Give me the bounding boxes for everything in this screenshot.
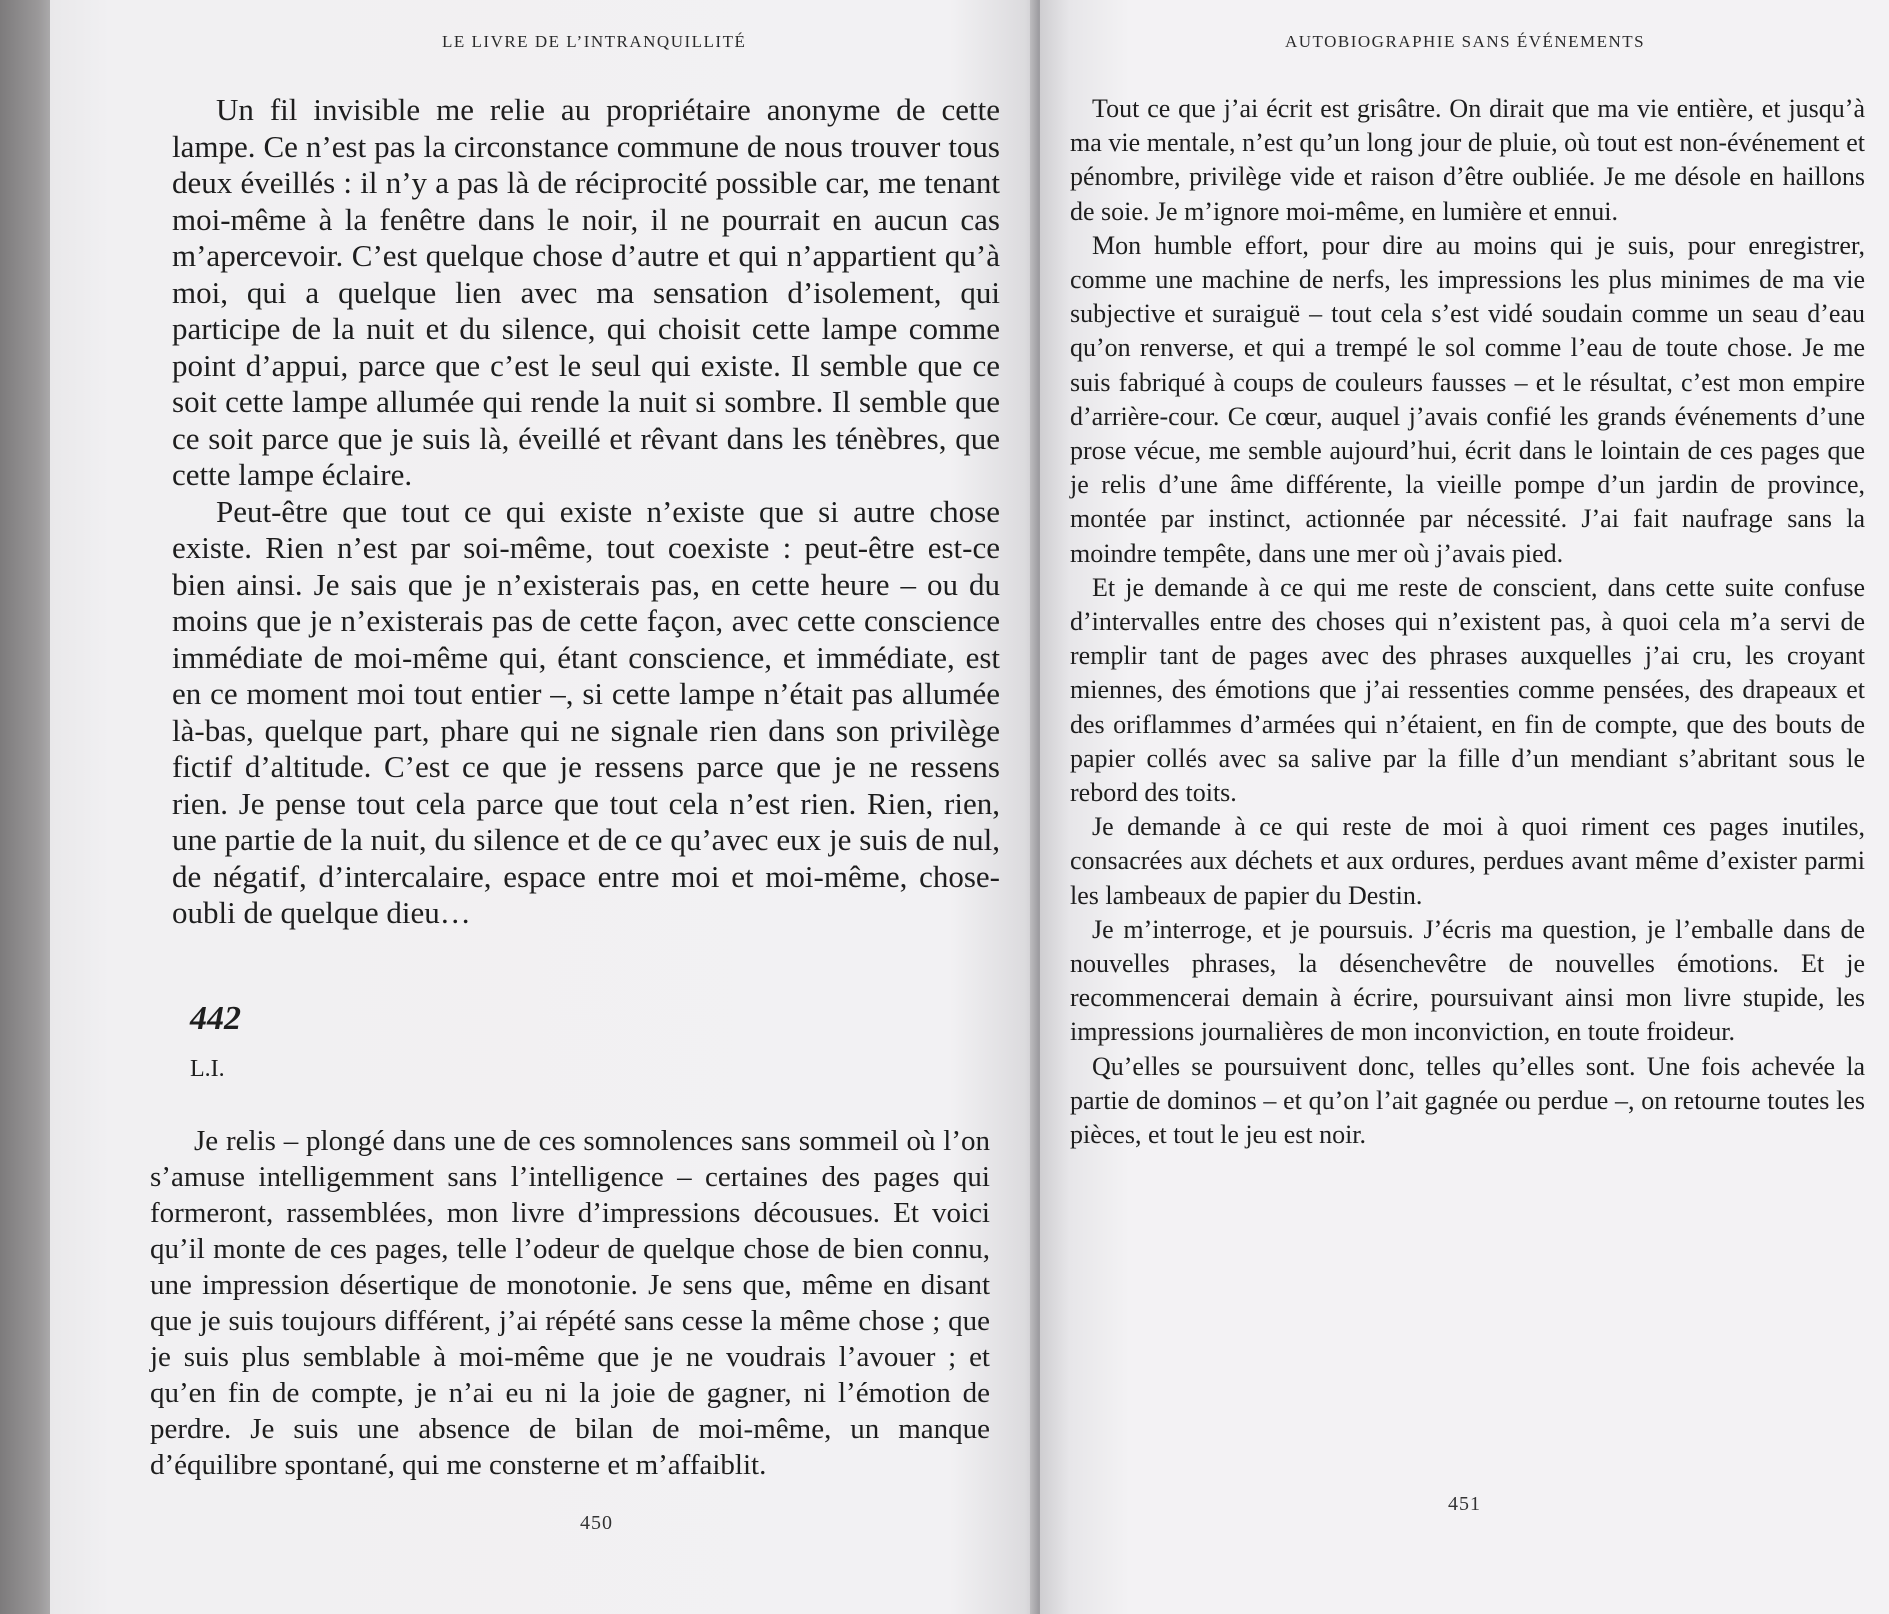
left-top-section bbox=[142, 92, 1000, 932]
right-running-head: AUTOBIOGRAPHIE SANS ÉVÉNEMENTS bbox=[1285, 32, 1646, 51]
right-page bbox=[1040, 0, 1889, 1614]
right-paragraph-4: Je demande à ce qui reste de moi à quoi riment ces pages inutiles, consacrées aux déchets et aux ordures, perdues avant même d’exister parmi les lambeaux de papier du Destin. bbox=[1070, 812, 1865, 910]
left-bottom-text bbox=[150, 1123, 990, 1483]
left-bottom-section bbox=[142, 1123, 1000, 1483]
section-number: 442 bbox=[190, 999, 241, 1037]
left-page bbox=[50, 0, 1038, 1614]
left-running-head: LE LIVRE DE L’INTRANQUILLITÉ bbox=[442, 32, 747, 51]
left-paragraph-3: Je relis – plongé dans une de ces somnolences sans sommeil où l’on s’amuse intelligemment sans l’intelligence – certaines des pages qui formeront, rassemblées, mon livre d’impressions décousues. Et voici qu’il monte de ces pages, telle l’odeur de quelque chose de bien connu, une impression désertique de monotonie. Je sens que, même en disant que je suis toujours différent, j’ai répété sans cesse la même chose ; que je suis plus semblable à moi-même que je ne voudrais l’avouer ; et qu’en fin de compte, je n’ai eu ni la joie de gagner, ni l’émotion de perdre. Je suis une absence de bilan de moi-même, un manque d’équilibre spontané, qui me consterne et m’affaiblit. bbox=[150, 1124, 990, 1481]
right-paragraph-3: Et je demande à ce qui me reste de conscient, dans cette suite confuse d’intervalles entre des choses qui n’existent pas, à quoi cela m’a servi de remplir tant de pages avec des phrases auxquelles j’ai cru, les croyant miennes, des émotions que j’ai ressenties comme pensées, des drapeaux et des oriflammes d’armées qui n’étaient, en fin de compte, que des bouts de papier collés avec sa salive par la fille d’un mendiant s’abritant sous le rebord des toits. bbox=[1070, 572, 1865, 808]
right-folio: 451 bbox=[1448, 1493, 1481, 1515]
section-author: L.I. bbox=[190, 1055, 225, 1082]
left-paragraph-2: Peut-être que tout ce qui existe n’existe que si autre chose existe. Rien n’est par soi-même, tout coexiste : peut-être est-ce bien ainsi. Je sais que je n’existerais pas, en cette heure – ou du moins que je n’existerais pas de cette façon, avec cette conscience immédiate de moi-même qui, étant conscience, et immédiate, est en ce moment moi tout entier –, si cette lampe n’était pas allumée là-bas, quelque part, phare qui ne signale rien dans son privilège fictif d’altitude. C’est ce que je ressens parce que je ne ressens rien. Je pense tout cela parce que tout cela n’est rien. Rien, rien, une partie de la nuit, du silence et de ce qu’avec eux je suis de nul, de négatif, d’intercalaire, espace entre moi et moi-même, chose-oubli de quelque dieu… bbox=[172, 493, 1000, 930]
left-top-text bbox=[172, 92, 1000, 932]
right-paragraph-6: Qu’elles se poursuivent donc, telles qu’elles sont. Une fois achevée la partie de dominos – et qu’on l’ait gagnée ou perdue –, on retourne toutes les pièces, et tout le jeu est noir. bbox=[1070, 1051, 1865, 1150]
right-text bbox=[1070, 92, 1865, 1152]
right-paragraph-2: Mon humble effort, pour dire au moins qui je suis, pour enregistrer, comme une machine de nerfs, les impressions les plus minimes de ma vie subjective et suraiguë – tout cela s’est vidé soudain comme un seau d’eau qu’on renverse, et qui a trempé le sol comme l’eau de toute chose. Je me suis fabriqué à coups de couleurs fausses – et le résultat, c’est mon empire d’arrière-cour. Ce cœur, auquel j’avais confié les grands événements d’une prose vécue, me semble aujourd’hui, écrit dans le lointain de ces pages que je relis d’une âme différente, la vieille pompe d’un jardin de province, montée par instinct, actionnée par nécessité. J’ai fait naufrage sans la moindre tempête, dans une mer où j’avais pied. bbox=[1070, 230, 1865, 568]
left-paragraph-1: Un fil invisible me relie au propriétaire anonyme de cette lampe. Ce n’est pas la circonstance commune de nous trouver tous deux éveillés : il n’y a pas là de réciprocité possible car, me tenant moi-même à la fenêtre dans le noir, il ne pourrait en aucun cas m’apercevoir. C’est quelque chose d’autre et qui n’appartient qu’à moi, qui a quelque lien avec ma sensation d’isolement, qui participe de la nuit et du silence, qui choisit cette lampe comme point d’appui, parce que c’est le seul qui existe. Il semble que ce soit cette lampe allumée qui rende la nuit si sombre. Il semble que ce soit parce que je suis là, éveillé et rêvant dans les ténèbres, que cette lampe éclaire. bbox=[172, 92, 1000, 492]
right-paragraph-1: Tout ce que j’ai écrit est grisâtre. On dirait que ma vie entière, et jusqu’à ma vie mentale, n’est qu’un long jour de pluie, où tout est non-événement et pénombre, privilège vide et raison d’être oubliée. Je me désole en haillons de soie. Je m’ignore moi-même, en lumière et ennui. bbox=[1070, 94, 1865, 226]
right-paragraph-5: Je m’interroge, et je poursuis. J’écris ma question, je l’emballe dans de nouvelles phrases, la désenchevêtre de nouvelles émotions. Et je recommencerai demain à écrire, poursuivant ainsi mon livre stupide, les impressions journalières de mon inconviction, en toute froideur. bbox=[1070, 914, 1865, 1047]
left-folio: 450 bbox=[580, 1512, 613, 1534]
